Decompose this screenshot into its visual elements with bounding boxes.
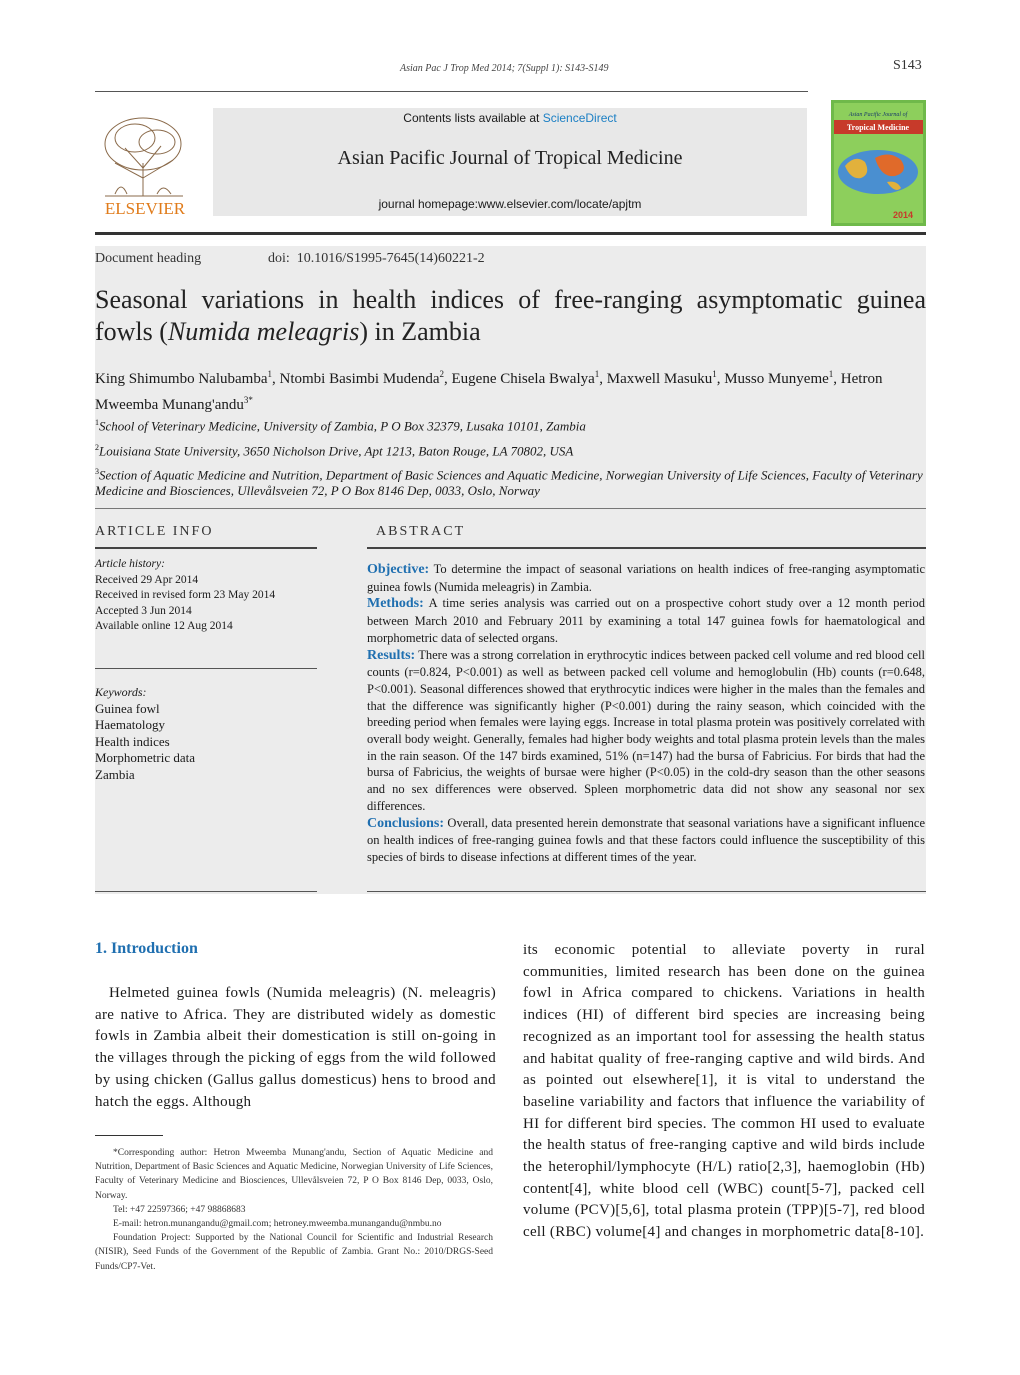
history-revised: Received in revised form 23 May 2014 (95, 589, 276, 601)
journal-title: Asian Pacific Journal of Tropical Medicine (337, 147, 683, 169)
contents-prefix: Contents lists available at (403, 111, 543, 125)
author-list: King Shimumbo Nalubamba$^1$, Ntombi Basimbi Mudenda$^2$, Eugene Chisela Bwalya$^1$, Maxwell Masuku$^1$, Musso Munyeme$^1$, Hetron Mweemba Munang'andu$^{3*}$ (95, 369, 883, 413)
author-affiliation-mark: 1 (828, 369, 834, 379)
history-received: Received 29 Apr 2014 (95, 573, 199, 586)
author-affiliation-mark: 3* (243, 395, 253, 405)
keyword-item: Guinea fowl (95, 700, 160, 716)
telephone-note: Tel: +47 22597366; +47 98868683 (113, 1204, 246, 1215)
author-affiliation-mark: 1 (267, 369, 272, 379)
corresponding-author-note: *Corresponding author: Hetron Mweemba Munang'andu, Section of Aquatic Medicine and Nutrition, Department of Basic Sciences and Aquatic Medicine, Norwegian University of Life Sciences, Faculty of Veterinary Medicine and Biosciences, Ullevålsveien 72, P O Box 8146 Dep, 0033, Oslo, Norway. (95, 1148, 493, 1201)
cover-year: 2014 (892, 210, 914, 220)
author-name: Musso Munyeme (724, 371, 829, 387)
author-name: Eugene Chisela Bwalya (451, 371, 595, 387)
elsevier-logo (95, 108, 195, 218)
cover-title: Tropical Medicine (846, 123, 910, 132)
funding-note: Foundation Project: Supported by the National Council for Scientific and Industrial Research (NISIR), Seed Funds of the Government of the Republic of Zambia. Grant No.: 2010/DRGS-Seed Funds/CP7-Vet. (95, 1233, 493, 1272)
abstract-objective: Objective: To determine the impact of seasonal variations on health indices of free-ranging asymptomatic guinea fowls (Numida meleagris) in Zambia. (367, 562, 925, 594)
sciencedirect-link[interactable]: ScienceDirect (542, 111, 617, 125)
section-heading-introduction: 1. Introduction (95, 940, 198, 957)
header-rule (95, 91, 808, 92)
abstract-methods: Methods: A time series analysis was carried out on a prospective cohort study over a 12 month period between March 2010 and February 2011 by examining a total 147 guinea fowls for haematological and morphometric data of selected organs. (367, 596, 926, 645)
article-title: Seasonal variations in health indices of free-ranging asymptomatic guinea fowls (Numida meleagris) in Zambia (95, 285, 926, 346)
affiliation-separator (95, 508, 926, 509)
keywords-label: Keywords: (95, 685, 147, 699)
history-online: Available online 12 Aug 2014 (95, 620, 233, 632)
article-info-heading: ARTICLE INFO (95, 524, 214, 539)
cover-title-small: Asian Pacific Journal of (848, 112, 908, 118)
abstract-conclusions: Conclusions: Overall, data presented herein demonstrate that seasonal variations have a significant influence on health indices of free-ranging guinea fowls and that these factors could influence the susceptibility of this species of birds to disease infections at different times of the year. (367, 815, 926, 864)
author-affiliation-mark: 2 (439, 369, 444, 379)
running-head: Asian Pac J Trop Med 2014; 7(Suppl 1): S143-S149 (400, 63, 609, 74)
author-affiliation-mark: 1 (594, 369, 600, 379)
history-accepted: Accepted 3 Jun 2014 (95, 604, 192, 617)
affiliation-3: $^3$Section of Aquatic Medicine and Nutrition, Department of Basic Sciences and Aquatic Medicine, Norwegian University of Life Sciences, Faculty of Veterinary Medicine and Biosciences, Ullevålsveien 72, P O Box 8146 Dep, 0033, Oslo, Norway (95, 467, 923, 499)
abstract-body (367, 561, 925, 866)
abstract-results: Results: There was a strong correlation in erythrocytic indices between packed cell volume and red blood cell counts (r=0.824, P<0.001) as well as between packed cell volume and hemoglobulin (Hb) counts (r=0.648, P<0.001). Seasonal differences showed that erythrocytic indices were higher in the males than the females and that the difference was significantly higher (P<0.001) during the rainy season, which coincided with the breeding period when females were laying eggs. Increase in total plasma protein was positively correlated with overall body weight. Generally, females had higher body weights and total plasma protein levels than the males in the rain season. Of the 147 birds examined, 51% (n=147) had the bursa of Fabricius. For birds that had the bursa of Fabricius, the weights of bursae were higher (P<0.05) in the cold-dry season than the other seasons and no sex differences were observed. Spleen morphometric data did not show any seasonal nor sex differences. (367, 647, 925, 813)
doi (268, 251, 485, 267)
journal-cover (831, 100, 926, 226)
abstract-rule (367, 547, 926, 549)
doi-value[interactable]: 10.1016/S1995-7645(14)60221-2 (296, 251, 485, 266)
keywords-rule (95, 891, 317, 892)
author-name: Hetron Mweemba Munang'andu (95, 371, 883, 413)
email-note[interactable]: E-mail: hetron.munangandu@gmail.com; hetroney.mweemba.munangandu@nmbu.no (113, 1219, 442, 1230)
intro-column-1: Helmeted guinea fowls (Numida meleagris) (N. meleagris) are native to Africa. They are distributed widely as domestic fowls in Zambia albeit their domestication is still on-going in the villages through the picking of eggs from the wild followed by using chicken (Gallus gallus domesticus) hens to brood and hatch the eggs. Although (95, 985, 496, 1110)
author-name: King Shimumbo Nalubamba (95, 371, 268, 387)
affiliation-1: $^1$School of Veterinary Medicine, University of Zambia, P O Box 32379, Lusaka 10101, Zambia (95, 418, 586, 434)
keyword-item: Health indices (95, 733, 170, 749)
keyword-item: Zambia (95, 766, 135, 782)
publisher-name: ELSEVIER (104, 199, 186, 218)
keyword-item: Haematology (95, 717, 166, 732)
article-history (95, 557, 317, 635)
footnotes (95, 1146, 493, 1274)
author-name: Ntombi Basimbi Mudenda (279, 371, 440, 387)
history-rule (95, 668, 317, 669)
doi-label: doi: (268, 251, 290, 266)
journal-homepage[interactable]: journal homepage:www.elsevier.com/locate/apjtm (378, 197, 642, 211)
abstract-bottom-rule (367, 891, 926, 892)
keyword-item: Morphometric data (95, 750, 195, 765)
author-name: Maxwell Masuku (606, 371, 713, 387)
header-thick-rule (95, 232, 926, 235)
intro-column-2: its economic potential to alleviate poverty in rural communities, limited research has been done on the guinea fowl in Africa compared to chickens. Variations in health indices (HI) of different bird species are increasing being recognized as an important tool for assessing the health status and habitat quality of free-ranging captive and wild birds. And as pointed out elsewhere[1], it is vital to understand the baseline variability and factors that influence the variability of HI for different bird species. The common HI used to evaluate the health status of free-ranging captive and wild birds include the heterophil/lymphocyte (H/L) ratio[2,3], haemoglobin (Hb) content[4], white blood cell (WBC) count[5-7], packed cell volume (PCV)[5,6], total plasma protein (TPP)[5-7], red blood cell (RBC) volume[4] and changes in morphometric data[8-10]. (523, 942, 925, 1241)
keywords (95, 684, 317, 783)
contents-line (213, 111, 807, 125)
history-label: Article history: (95, 558, 165, 570)
abstract-heading: ABSTRACT (376, 524, 466, 539)
page-number: S143 (893, 58, 922, 73)
document-heading: Document heading (95, 251, 202, 266)
footnote-rule (95, 1135, 163, 1136)
article-info-rule (95, 547, 317, 549)
author-affiliation-mark: 1 (712, 369, 717, 379)
affiliation-2: $^2$Louisiana State University, 3650 Nicholson Drive, Apt 1213, Baton Rouge, LA 70802, USA (95, 443, 574, 459)
